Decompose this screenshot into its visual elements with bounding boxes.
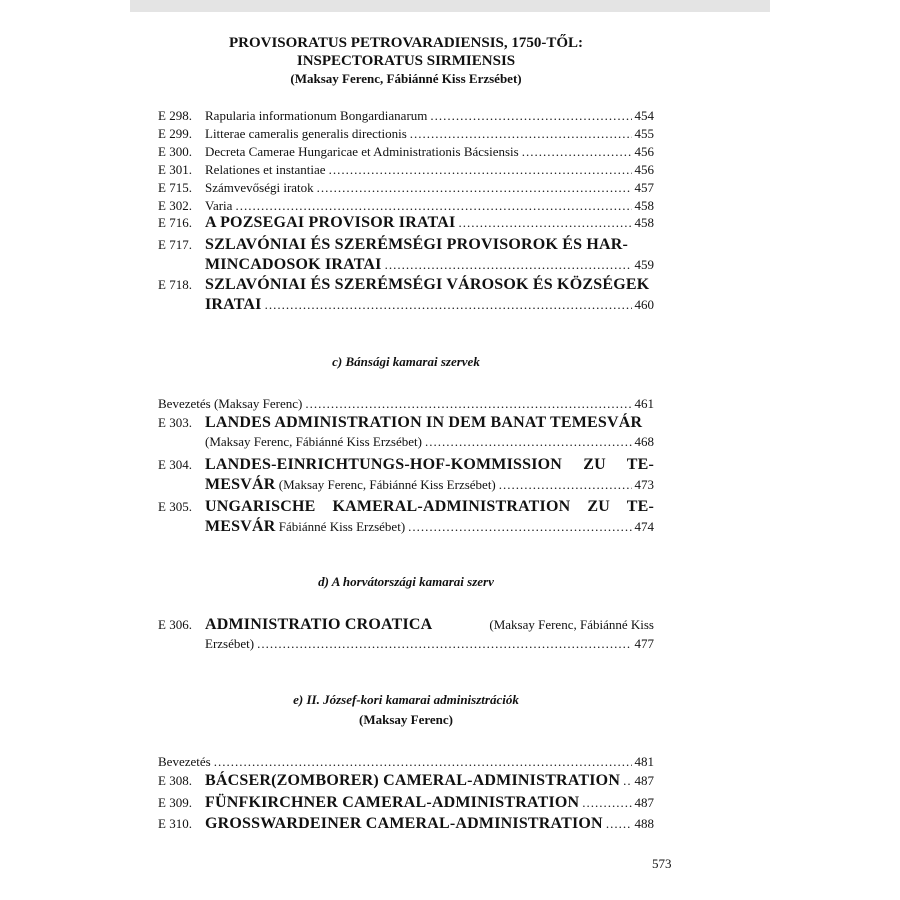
entry-title: A POZSEGAI PROVISOR IRATAI <box>205 214 456 231</box>
entry-title-line2: (Maksay Ferenc, Fábiánné Kiss Erzsébet) <box>205 434 422 449</box>
entry-page: 477 <box>634 636 654 651</box>
dot-leader <box>623 773 631 789</box>
dot-leader <box>305 396 631 412</box>
entry-title-line2: IRATAI <box>205 296 262 313</box>
entry-code: E 309. <box>158 795 192 810</box>
entry-title-line2: MINCADOSOK IRATAI <box>205 256 382 273</box>
toc-entry[interactable] <box>158 772 654 790</box>
dot-leader <box>425 434 632 450</box>
toc-entry[interactable] <box>158 498 654 536</box>
toc-entry[interactable] <box>158 456 654 494</box>
entry-page: 458 <box>634 198 654 213</box>
entry-title: Bevezetés (Maksay Ferenc) <box>158 396 303 411</box>
entry-page: 460 <box>634 297 654 312</box>
dot-leader <box>408 519 631 535</box>
entry-title-main: ADMINISTRATIO CROATICA <box>205 616 433 633</box>
entry-code: E 300. <box>158 144 192 159</box>
dot-leader <box>458 215 631 231</box>
header-title-line1: PROVISORATUS PETROVARADIENSIS, 1750-TŐL: <box>228 35 584 51</box>
dot-leader <box>522 144 632 160</box>
entry-title: Relationes et instantiae <box>205 162 326 177</box>
entry-code: E 716. <box>158 215 192 230</box>
entry-code: E 299. <box>158 126 192 141</box>
entry-page: 458 <box>634 215 654 230</box>
entry-code: E 717. <box>158 237 192 252</box>
entry-title: Varia <box>205 198 233 213</box>
toc-entry[interactable] <box>158 396 654 412</box>
entry-title: Számvevőségi iratok <box>205 180 314 195</box>
toc-entry[interactable] <box>158 126 654 142</box>
entry-page: 461 <box>634 396 654 411</box>
toc-entry[interactable] <box>158 198 654 214</box>
entry-code: E 305. <box>158 499 192 514</box>
entry-page: 488 <box>634 816 654 831</box>
entry-title-line2-main: MESVÁR <box>205 476 276 493</box>
entry-code: E 298. <box>158 108 192 123</box>
entry-title-line2-main: MESVÁR <box>205 518 276 535</box>
entry-code: E 715. <box>158 180 192 195</box>
entry-page: 457 <box>634 180 654 195</box>
toc-entry[interactable] <box>158 754 654 770</box>
toc-entry[interactable] <box>158 144 654 160</box>
dot-leader <box>410 126 632 142</box>
entry-code: E 304. <box>158 457 192 472</box>
toc-entry[interactable] <box>158 414 654 450</box>
dot-leader <box>265 297 632 313</box>
section-heading-e: e) II. József-kori kamarai adminisztrációk <box>293 692 519 707</box>
entry-code: E 308. <box>158 773 192 788</box>
entry-page: 456 <box>634 144 654 159</box>
toc-entry[interactable] <box>158 794 654 812</box>
entry-page: 468 <box>634 434 654 449</box>
entry-code: E 310. <box>158 816 192 831</box>
entry-authors: Fábiánné Kiss Erzsébet) <box>278 519 406 534</box>
entry-authors: (Maksay Ferenc, Fábiánné Kiss <box>489 617 654 632</box>
toc-entry[interactable] <box>158 815 654 833</box>
entry-page: 487 <box>634 795 654 810</box>
header-title-line2: INSPECTORATUS SIRMIENSIS <box>296 53 516 69</box>
entry-code: E 302. <box>158 198 192 213</box>
entry-title: FÜNFKIRCHNER CAMERAL-ADMINISTRATION <box>205 794 580 811</box>
dot-leader <box>317 180 632 196</box>
entry-title-line2: Erzsébet) <box>205 636 255 651</box>
entry-title-line1: LANDES ADMINISTRATION IN DEM BANAT TEMESVÁR <box>205 414 643 431</box>
entry-title: Litterae cameralis generalis directionis <box>205 126 407 141</box>
entry-title: BÁCSER(ZOMBORER) CAMERAL-ADMINISTRATION <box>205 772 621 789</box>
dot-leader <box>430 108 631 124</box>
section-heading-e-authors: (Maksay Ferenc) <box>359 712 453 727</box>
toc-entry[interactable] <box>158 108 654 124</box>
section-heading-c: c) Bánsági kamarai szervek <box>332 354 480 369</box>
dot-leader <box>214 754 632 770</box>
dot-leader <box>329 162 632 178</box>
entry-page: 456 <box>634 162 654 177</box>
header-authors: (Maksay Ferenc, Fábiánné Kiss Erzsébet) <box>290 71 522 86</box>
entry-page: 473 <box>634 477 654 492</box>
toc-entry[interactable] <box>158 616 654 652</box>
dot-leader <box>257 636 631 652</box>
scan-top-band <box>130 0 770 12</box>
entry-code: E 301. <box>158 162 192 177</box>
entry-title-line1: SZLAVÓNIAI ÉS SZERÉMSÉGI PROVISOROK ÉS HAR- <box>205 236 629 253</box>
entry-title: Decreta Camerae Hungaricae et Administrationis Bácsiensis <box>205 144 519 159</box>
toc-entry[interactable] <box>158 162 654 178</box>
entry-page: 459 <box>634 257 654 272</box>
toc-entry[interactable] <box>158 276 654 314</box>
entry-code: E 718. <box>158 277 192 292</box>
page-header <box>158 34 654 88</box>
entry-page: 481 <box>634 754 654 769</box>
dot-leader <box>499 477 632 493</box>
entry-page: 455 <box>634 126 654 141</box>
entry-title-line1: UNGARISCHE KAMERAL-ADMINISTRATION ZU TE- <box>205 498 654 515</box>
entry-title: GROSSWARDEINER CAMERAL-ADMINISTRATION <box>205 815 603 832</box>
toc-entry[interactable] <box>158 214 654 232</box>
entry-page: 454 <box>634 108 654 123</box>
toc-entry[interactable] <box>158 180 654 196</box>
entry-title-line1: LANDES-EINRICHTUNGS-HOF-KOMMISSION ZU TE- <box>205 456 654 473</box>
page-number: 573 <box>652 856 672 871</box>
dot-leader <box>385 257 632 273</box>
entry-title: Rapularia informationum Bongardianarum <box>205 108 428 123</box>
entry-title-line1: SZLAVÓNIAI ÉS SZERÉMSÉGI VÁROSOK ÉS KÖZSÉGEK <box>205 276 650 293</box>
dot-leader <box>582 795 631 811</box>
entry-authors: (Maksay Ferenc, Fábiánné Kiss Erzsébet) <box>278 477 496 492</box>
dot-leader <box>235 198 631 214</box>
entry-page: 487 <box>634 773 654 788</box>
section-heading-d: d) A horvátországi kamarai szerv <box>318 574 494 589</box>
dot-leader <box>606 816 632 832</box>
entry-code: E 306. <box>158 617 192 632</box>
entry-title: Bevezetés <box>158 754 211 769</box>
entry-code: E 303. <box>158 415 192 430</box>
toc-entry[interactable] <box>158 236 654 274</box>
entry-page: 474 <box>634 519 654 534</box>
